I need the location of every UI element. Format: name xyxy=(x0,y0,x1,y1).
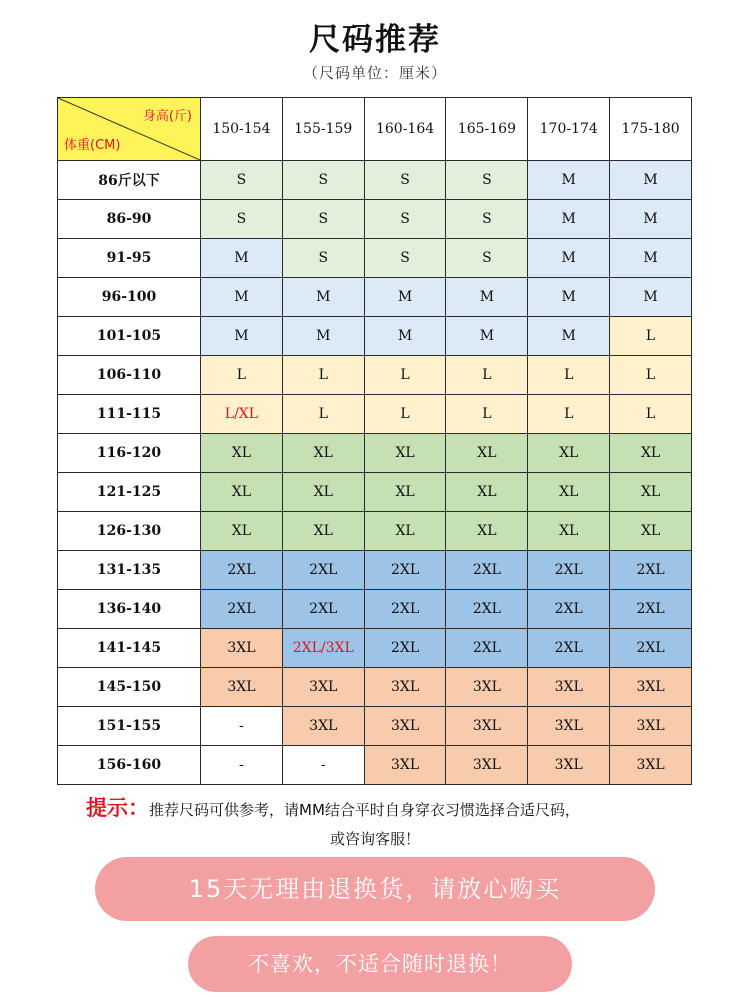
size-cell: 2XL xyxy=(201,551,283,590)
size-cell: S xyxy=(282,161,364,200)
weight-row-label: 145-150 xyxy=(58,668,201,707)
size-cell: XL xyxy=(446,434,528,473)
size-cell: M xyxy=(201,239,283,278)
tip-label: 提示： xyxy=(86,796,149,820)
size-cell: XL xyxy=(201,473,283,512)
size-cell: 3XL xyxy=(528,707,610,746)
size-cell: S xyxy=(282,200,364,239)
size-cell: L xyxy=(201,356,283,395)
weight-axis-label: 体重(CM) xyxy=(64,138,121,153)
size-cell: S xyxy=(282,239,364,278)
table-row xyxy=(58,434,692,473)
size-cell: M xyxy=(282,278,364,317)
height-column-header: 170-174 xyxy=(528,98,610,161)
size-cell: M xyxy=(364,317,446,356)
size-cell: XL xyxy=(610,434,692,473)
size-cell: 2XL xyxy=(364,629,446,668)
dislike-return-button[interactable]: 不喜欢，不适合随时退换！ xyxy=(188,936,572,992)
size-cell: S xyxy=(446,200,528,239)
size-cell: M xyxy=(610,278,692,317)
corner-cell xyxy=(58,98,201,161)
size-cell: S xyxy=(364,200,446,239)
weight-row-label: 141-145 xyxy=(58,629,201,668)
size-cell: 2XL xyxy=(364,590,446,629)
size-cell: 2XL xyxy=(528,551,610,590)
table-row xyxy=(58,590,692,629)
size-cell: 2XL xyxy=(364,551,446,590)
weight-row-label: 86-90 xyxy=(58,200,201,239)
size-cell: M xyxy=(282,317,364,356)
size-cell: XL xyxy=(201,434,283,473)
size-cell: XL xyxy=(446,473,528,512)
size-cell: S xyxy=(364,239,446,278)
size-cell: M xyxy=(446,317,528,356)
table-row xyxy=(58,668,692,707)
table-row xyxy=(58,629,692,668)
size-cell: XL xyxy=(528,512,610,551)
size-cell: L xyxy=(282,356,364,395)
size-cell: M xyxy=(528,161,610,200)
tip-text-line2: 或咨询客服！ xyxy=(329,830,420,848)
weight-row-label: 111-115 xyxy=(58,395,201,434)
height-column-header: 160-164 xyxy=(364,98,446,161)
weight-row-label: 96-100 xyxy=(58,278,201,317)
size-cell: 3XL xyxy=(364,668,446,707)
size-cell: M xyxy=(528,278,610,317)
table-row xyxy=(58,356,692,395)
size-cell: 3XL xyxy=(282,668,364,707)
size-cell: M xyxy=(446,278,528,317)
weight-row-label: 91-95 xyxy=(58,239,201,278)
size-cell: 2XL xyxy=(446,551,528,590)
size-cell: - xyxy=(201,707,283,746)
size-cell: L xyxy=(528,395,610,434)
size-cell: XL xyxy=(610,473,692,512)
size-chart-table xyxy=(57,97,692,785)
size-cell: 3XL xyxy=(282,707,364,746)
size-cell: XL xyxy=(446,512,528,551)
size-cell: 2XL xyxy=(282,590,364,629)
table-row xyxy=(58,161,692,200)
size-cell: 3XL xyxy=(610,746,692,785)
weight-row-label: 126-130 xyxy=(58,512,201,551)
size-cell: M xyxy=(201,278,283,317)
header-row xyxy=(58,98,692,161)
weight-row-label: 101-105 xyxy=(58,317,201,356)
table-row xyxy=(58,200,692,239)
size-cell: XL xyxy=(528,473,610,512)
table-row xyxy=(58,473,692,512)
table-row xyxy=(58,512,692,551)
weight-row-label: 121-125 xyxy=(58,473,201,512)
size-cell: - xyxy=(201,746,283,785)
size-cell: XL xyxy=(364,473,446,512)
size-cell: 2XL xyxy=(528,629,610,668)
size-cell: M xyxy=(528,239,610,278)
size-cell: L xyxy=(364,356,446,395)
table-row xyxy=(58,239,692,278)
height-column-header: 155-159 xyxy=(282,98,364,161)
size-cell: 2XL xyxy=(610,590,692,629)
size-cell: 3XL xyxy=(201,629,283,668)
size-cell: S xyxy=(201,200,283,239)
height-column-header: 165-169 xyxy=(446,98,528,161)
size-cell: 3XL xyxy=(446,746,528,785)
tip-text: 推荐尺码可供参考，请MM结合平时自身穿衣习惯选择合适尺码， xyxy=(149,801,580,819)
size-cell: XL xyxy=(364,434,446,473)
size-cell: - xyxy=(282,746,364,785)
table-row xyxy=(58,746,692,785)
weight-row-label: 151-155 xyxy=(58,707,201,746)
size-cell: M xyxy=(364,278,446,317)
size-cell: XL xyxy=(282,512,364,551)
size-cell: 2XL xyxy=(610,551,692,590)
size-cell: S xyxy=(364,161,446,200)
size-cell: 2XL xyxy=(610,629,692,668)
size-cell: XL xyxy=(610,512,692,551)
page-title: 尺码推荐 xyxy=(309,22,441,58)
size-cell: XL xyxy=(364,512,446,551)
weight-row-label: 131-135 xyxy=(58,551,201,590)
weight-row-label: 86斤以下 xyxy=(58,161,201,200)
weight-row-label: 106-110 xyxy=(58,356,201,395)
table-row xyxy=(58,317,692,356)
size-cell: 3XL xyxy=(528,668,610,707)
height-column-header: 150-154 xyxy=(201,98,283,161)
table-row xyxy=(58,395,692,434)
size-cell: 3XL xyxy=(528,746,610,785)
size-cell: 3XL xyxy=(446,668,528,707)
unit-subtitle: （尺码单位：厘米） xyxy=(302,64,447,82)
size-cell: L xyxy=(528,356,610,395)
size-cell: L xyxy=(446,356,528,395)
size-cell: L xyxy=(446,395,528,434)
size-cell: 3XL xyxy=(364,707,446,746)
size-cell: M xyxy=(528,200,610,239)
size-cell: XL xyxy=(201,512,283,551)
size-cell: 2XL xyxy=(282,551,364,590)
size-cell: 2XL xyxy=(528,590,610,629)
table-row xyxy=(58,278,692,317)
weight-row-label: 156-160 xyxy=(58,746,201,785)
size-cell: XL xyxy=(528,434,610,473)
weight-row-label: 136-140 xyxy=(58,590,201,629)
size-cell: L xyxy=(610,317,692,356)
weight-row-label: 116-120 xyxy=(58,434,201,473)
size-cell: S xyxy=(446,161,528,200)
size-cell: 3XL xyxy=(610,707,692,746)
height-axis-label: 身高(斤) xyxy=(142,109,192,124)
size-cell: 2XL xyxy=(446,629,528,668)
size-cell: XL xyxy=(282,473,364,512)
height-column-header: 175-180 xyxy=(610,98,692,161)
size-cell: 2XL/3XL xyxy=(282,629,364,668)
size-cell: M xyxy=(201,317,283,356)
size-cell: 2XL xyxy=(446,590,528,629)
size-cell: 3XL xyxy=(446,707,528,746)
table-row xyxy=(58,551,692,590)
size-cell: L/XL xyxy=(201,395,283,434)
table-row xyxy=(58,707,692,746)
return-policy-button[interactable]: 15天无理由退换货，请放心购买 xyxy=(95,857,655,921)
size-cell: L xyxy=(282,395,364,434)
size-cell: XL xyxy=(282,434,364,473)
size-cell: S xyxy=(201,161,283,200)
size-cell: 3XL xyxy=(610,668,692,707)
size-cell: L xyxy=(610,395,692,434)
size-cell: S xyxy=(446,239,528,278)
size-cell: M xyxy=(610,161,692,200)
size-cell: M xyxy=(610,239,692,278)
size-cell: M xyxy=(528,317,610,356)
size-cell: 2XL xyxy=(201,590,283,629)
size-cell: 3XL xyxy=(364,746,446,785)
size-cell: M xyxy=(610,200,692,239)
size-cell: L xyxy=(610,356,692,395)
size-cell: 3XL xyxy=(201,668,283,707)
size-cell: L xyxy=(364,395,446,434)
tip-line xyxy=(86,793,696,825)
